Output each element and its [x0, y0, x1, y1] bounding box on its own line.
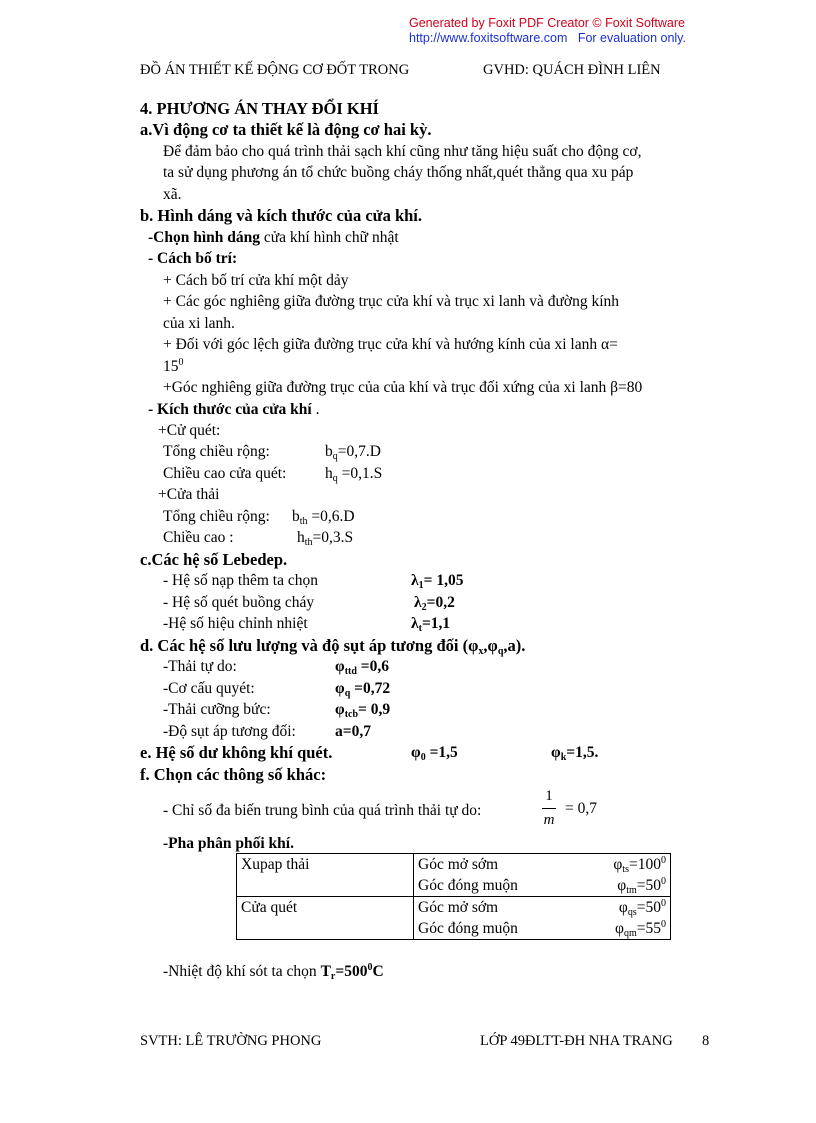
- angle-value: $\varphi_{qm}=55^0$: [615, 919, 666, 939]
- angle-line: [418, 854, 666, 875]
- angle-value: $\varphi_{tm}=50^0$: [617, 876, 666, 896]
- d-item3-value: $\varphi_{tcb}= 0,9$: [335, 701, 391, 720]
- angle-label: Góc mở sớm: [418, 856, 499, 873]
- angle-label: Góc mở sớm: [418, 899, 499, 916]
- angle-value: $\varphi_{qs}=50^0$: [618, 898, 666, 918]
- b-layout-item3-cont: $15^0$: [163, 357, 184, 375]
- a-text-line1: Để đảm bảo cho quá trình thải sạch khí cũng như tăng hiệu suất cho động cơ,: [163, 143, 642, 160]
- table-row-angles: [414, 897, 671, 940]
- page-number: 8: [702, 1033, 710, 1049]
- fraction-denominator: m: [543, 812, 555, 828]
- angle-line: [418, 918, 666, 939]
- f-item1-value: = 0,7: [565, 800, 597, 817]
- d-item1-label: -Thải tự do:: [163, 658, 237, 675]
- d-heading: d. Các hệ số lưu lượng và độ sụt áp tương đối $(\varphi_x,\varphi_q,a)$.: [140, 636, 526, 657]
- c-item3-label: -Hệ số hiệu chỉnh nhiệt: [163, 615, 308, 632]
- angle-label: Góc đóng muộn: [418, 877, 518, 894]
- f-heading: f. Chọn các thông số khác:: [140, 765, 327, 784]
- angle-value: $\varphi_{ts}=100^0$: [613, 855, 666, 875]
- b-layout-item1: + Cách bố trí cửa khí một dảy: [163, 272, 349, 289]
- table-row-name: Xupap thải: [237, 854, 414, 897]
- header-right: GVHD: QUÁCH ĐÌNH LIÊN: [483, 62, 661, 78]
- e-value1: $\varphi_0 =1,5$: [411, 744, 458, 763]
- a-heading: a.Vì động cơ ta thiết kế là động cơ hai kỳ.: [140, 120, 432, 139]
- fraction-bar: [542, 808, 556, 809]
- footer-right: LỚP 49ĐLTT-ĐH NHA TRANG: [480, 1033, 673, 1049]
- watermark-note: For evaluation only.: [577, 31, 686, 45]
- c-item3-value: $\lambda_t=1,1$: [411, 615, 451, 634]
- angle-line: [418, 875, 666, 896]
- d-item4-value: a=0,7: [335, 723, 371, 740]
- footer-left: SVTH: LÊ TRƯỜNG PHONG: [140, 1033, 322, 1049]
- watermark-line1: Generated by Foxit PDF Creator © Foxit Software: [409, 16, 685, 30]
- d-item1-value: $\varphi_{ttd} =0,6$: [335, 658, 390, 677]
- a-text-line2: ta sử dụng phương án tổ chức buồng cháy thống nhất,quét thẳng qua xu páp: [163, 164, 634, 181]
- b-layout-item4: +Góc nghiêng giữa đường trục của của khí và trục đối xứng của xi lanh β=80: [163, 379, 643, 396]
- b-size-heading: - Kích thước của cửa khí .: [148, 401, 320, 418]
- table-row: [237, 897, 671, 940]
- b-layout-item2-cont: của xi lanh.: [163, 315, 235, 332]
- table-row: [237, 854, 671, 897]
- f-item1-fraction: [542, 788, 556, 829]
- table-row-name: Cửa quét: [237, 897, 414, 940]
- b-exhaust-width-value: $b_{th} =0,6.D$: [292, 508, 355, 527]
- d-item2-label: -Cơ cấu quyét:: [163, 680, 255, 697]
- b-sweep-width-label: Tổng chiều rộng:: [163, 443, 270, 460]
- f-item1-label: - Chỉ số đa biến trung bình của quá trình thải tự do:: [163, 802, 482, 819]
- f-item2-label: -Pha phân phối khí.: [163, 835, 294, 852]
- b-layout-item2: + Các góc nghiêng giữa đường trục cửa khí và trục xi lanh và đường kính: [163, 293, 620, 310]
- d-item4-label: -Độ sụt áp tương đối:: [163, 723, 296, 740]
- b-heading: b. Hình dáng và kích thước của cửa khí.: [140, 206, 423, 225]
- angle-line: [418, 897, 666, 918]
- d-item3-label: -Thải cưỡng bức:: [163, 701, 271, 718]
- a-text-line3: xã.: [163, 186, 182, 203]
- b-sweep-title: +Cử quét:: [158, 422, 221, 439]
- c-item2-label: - Hệ số quét buồng cháy: [163, 594, 315, 611]
- d-item2-value: $\varphi_q =0,72$: [335, 680, 391, 699]
- b-exhaust-height-label: Chiều cao :: [163, 529, 234, 546]
- b-layout-heading: - Cách bố trí:: [148, 250, 238, 267]
- c-heading: c.Các hệ số Lebedep.: [140, 550, 288, 569]
- b-sweep-width-value: $b_q=0,7.D$: [325, 443, 381, 462]
- c-item1-value: $\lambda_1= 1,05$: [411, 572, 464, 591]
- table-row-angles: [414, 854, 671, 897]
- watermark-line2: [409, 32, 686, 45]
- e-value2: $\varphi_k=1,5$.: [551, 744, 599, 763]
- c-item1-label: - Hệ số nạp thêm ta chọn: [163, 572, 318, 589]
- b-exhaust-title: +Cửa thải: [158, 486, 220, 503]
- b-layout-item3: + Đối với góc lệch giữa đường trục cửa khí và hướng kính của xi lanh α=: [163, 336, 618, 353]
- f-item3: -Nhiệt độ khí sót ta chọn $T_r=500^0C$: [163, 962, 384, 982]
- valve-timing-table: [236, 853, 671, 940]
- e-heading: e. Hệ số dư không khí quét.: [140, 743, 333, 762]
- b-sweep-height-value: $h_q =0,1.S$: [325, 465, 383, 484]
- header-left: ĐỒ ÁN THIẾT KẾ ĐỘNG CƠ ĐỐT TRONG: [140, 62, 410, 78]
- b-exhaust-width-label: Tổng chiều rộng:: [163, 508, 270, 525]
- angle-label: Góc đóng muộn: [418, 920, 518, 937]
- c-item2-value: $\lambda_2=0,2$: [414, 594, 455, 613]
- fraction-numerator: 1: [545, 788, 553, 804]
- b-exhaust-height-value: $h_{th}=0,3.S$: [297, 529, 354, 548]
- b-sweep-height-label: Chiều cao cửa quét:: [163, 465, 287, 482]
- section-title: 4. PHƯƠNG ÁN THAY ĐỔI KHÍ: [140, 99, 379, 118]
- b-shape-line: -Chọn hình dáng cửa khí hình chữ nhật: [148, 229, 399, 246]
- watermark-url[interactable]: http://www.foxitsoftware.com: [409, 31, 568, 45]
